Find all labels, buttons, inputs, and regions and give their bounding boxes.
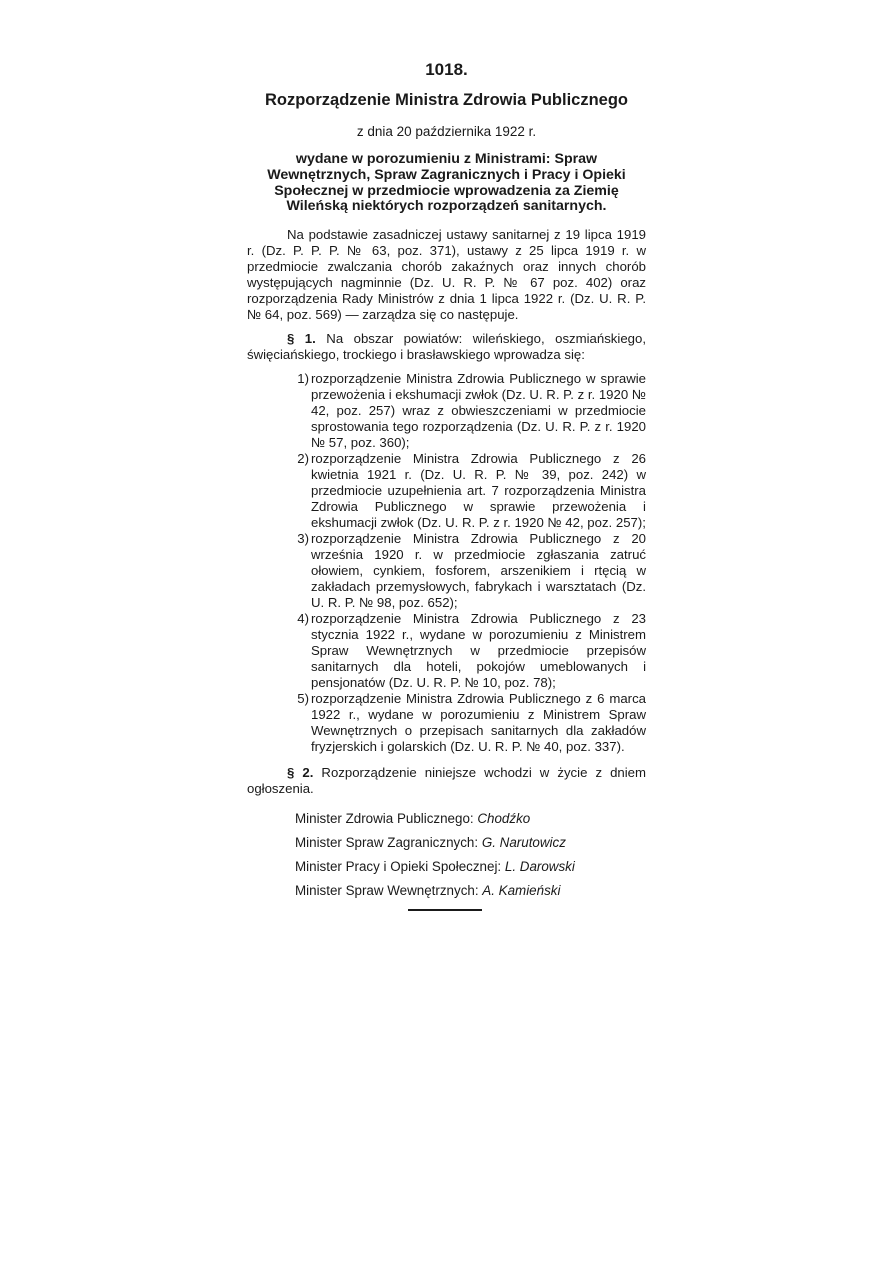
item-text: rozporządzenie Ministra Zdrowia Publicznego z 26 kwietnia 1921 r. (Dz. U. R. P. № 39, poz. 242) w przedmiocie uzupełnienia art. 7 rozporządzenia Ministra Zdrowia Publicznego w sprawie przewożenia i ekshumacji zwłok (Dz. U. R. P. z r. 1920 № 42, poz. 257);: [311, 451, 646, 531]
list-item: [247, 691, 646, 755]
signature-role: Minister Spraw Wewnętrznych:: [295, 883, 479, 899]
item-text: rozporządzenie Ministra Zdrowia Publicznego w sprawie przewożenia i ekshumacji zwłok (Dz. U. R. P. z r. 1920 № 42, poz. 257) wraz z obwieszczeniami w przedmiocie sprostowania tego rozporządzenia (Dz. U. R. P. z r. 1920 № 57, poz. 360);: [311, 371, 646, 451]
item-number: 4): [297, 611, 309, 627]
section-2-label: § 2.: [287, 765, 314, 781]
list-item: [247, 371, 646, 451]
signature-name: G. Narutowicz: [481, 835, 566, 851]
signature-line: [247, 835, 646, 851]
section-1-label: § 1.: [287, 331, 316, 347]
item-list: [247, 371, 646, 755]
signature-role: Minister Zdrowia Publicznego:: [295, 811, 474, 827]
item-number: 3): [297, 531, 309, 547]
item-number: 1): [297, 371, 309, 387]
item-text: rozporządzenie Ministra Zdrowia Publicznego z 23 stycznia 1922 r., wydane w porozumieniu z Ministrem Spraw Wewnętrznych w przedmiocie przepisów sanitarnych dla hoteli, pokojów umeblowanych i pensjonatów (Dz. U. R. P. № 10, poz. 78);: [311, 611, 646, 691]
item-text: rozporządzenie Ministra Zdrowia Publicznego z 6 marca 1922 r., wydane w porozumieniu z Ministrem Spraw Wewnętrznych o przepisach sanitarnych dla zakładów fryzjerskich i golarskich (Dz. U. R. P. № 40, poz. 337).: [311, 691, 646, 755]
item-text: rozporządzenie Ministra Zdrowia Publicznego z 20 września 1920 r. w przedmiocie zgłaszania zatruć ołowiem, cynkiem, fosforem, arszenikiem i rtęcią w zakładach przemysłowych, fabrykach i warsztatach (Dz. U. R. P. № 98, poz. 652);: [311, 531, 646, 611]
signature-role: Minister Spraw Zagranicznych:: [295, 835, 479, 851]
signature-line: [247, 859, 646, 875]
section-1: [247, 331, 646, 363]
signature-name: L. Darowski: [504, 859, 575, 875]
section-1-text: Na obszar powiatów: wileńskiego, oszmiańskiego, święciańskiego, trockiego i brasławskiego wprowadza się:: [247, 331, 646, 363]
list-item: [247, 451, 646, 531]
item-number: 5): [297, 691, 309, 707]
item-number: 2): [297, 451, 309, 467]
document-subtitle: wydane w porozumieniu z Ministrami: Spraw Wewnętrznych, Spraw Zagranicznych i Pracy i Opieki Społecznej w przedmiocie wprowadzenia za Ziemię Wileńską niektórych rozporządzeń sanitarnych.: [267, 151, 626, 215]
list-item: [247, 611, 646, 691]
signature-name: A. Kamieński: [482, 883, 561, 899]
document-title: Rozporządzenie Ministra Zdrowia Publicznego: [264, 91, 629, 109]
document-date: z dnia 20 października 1922 r.: [356, 124, 537, 139]
preamble: Na podstawie zasadniczej ustawy sanitarnej z 19 lipca 1919 r. (Dz. P. P. P. № 63, poz. 371), ustawy z 25 lipca 1919 r. w przedmiocie zwalczania chorób zakaźnych oraz innych chorób występujących nagminnie (Dz. U. R. P. № 67 poz. 402) oraz rozporządzenia Rady Ministrów z dnia 1 lipca 1922 r. (Dz. U. R. P. № 64, poz. 569) — zarządza się co następuje.: [247, 227, 646, 323]
closing-rule: [408, 909, 482, 911]
document-number: 1018.: [425, 60, 468, 79]
section-2: [247, 765, 646, 797]
signature-line: [247, 883, 646, 899]
signature-block: [247, 811, 646, 899]
signature-name: Chodźko: [477, 811, 531, 827]
signature-line: [247, 811, 646, 827]
document-page: [247, 62, 646, 911]
section-2-text: Rozporządzenie niniejsze wchodzi w życie z dniem ogłoszenia.: [247, 765, 646, 797]
signature-role: Minister Pracy i Opieki Społecznej:: [295, 859, 502, 875]
list-item: [247, 531, 646, 611]
